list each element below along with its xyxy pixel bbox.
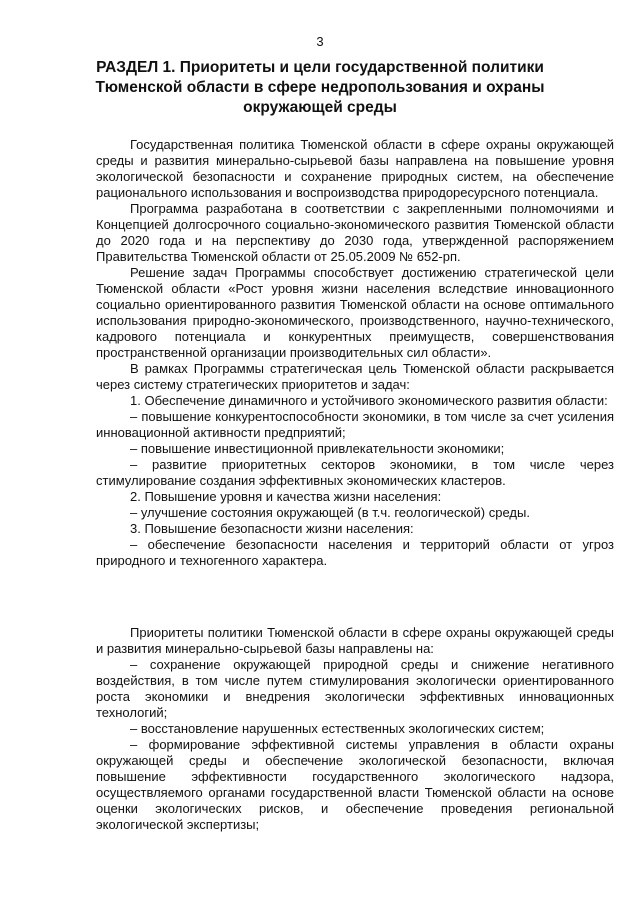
list-heading: 1. Обеспечение динамичного и устойчивого экономического развития области:	[130, 393, 608, 408]
list-heading: 2. Повышение уровня и качества жизни населения:	[130, 489, 442, 504]
paragraph: Программа разработана в соответствии с закрепленными полномочиями и Концепцией долгосрочного социально-экономического развития Тюменской области до 2020 года и на перспективу до 2030 года, утвержденной распоряжением Правительства Тюменской области от 25.05.2009 № 652-рп.	[96, 201, 614, 264]
section-heading	[60, 58, 580, 118]
body-text-block-2	[96, 625, 614, 833]
page-number: 3	[316, 34, 324, 49]
section-heading-line: РАЗДЕЛ 1. Приоритеты и цели государственной политики	[96, 59, 544, 76]
section-heading-line: окружающей среды	[243, 99, 397, 116]
paragraph: В рамках Программы стратегическая цель Тюменской области раскрывается через систему стратегических приоритетов и задач:	[96, 361, 614, 392]
list-item: – повышение конкурентоспособности экономики, в том числе за счет усиления инновационной активности предприятий;	[96, 409, 614, 440]
paragraph: Решение задач Программы способствует достижению стратегической цели Тюменской области «Рост уровня жизни населения вследствие инновационного социально ориентированного развития Тюменской области на основе оптимального использования природно-экономического, производственного, научно-технического, кадрового потенциала и конкурентных преимуществ, совершенствования пространственной организации производительных сил области».	[96, 265, 614, 360]
body-text-block-1	[96, 137, 614, 569]
list-item: – повышение инвестиционной привлекательности экономики;	[130, 441, 505, 456]
list-item: – сохранение окружающей природной среды и снижение негативного воздействия, в том числе путем стимулирования экологически ориентированного роста экономики и внедрения экологически эффективных инновационных технологий;	[96, 657, 614, 720]
list-heading: 3. Повышение безопасности жизни населения:	[130, 521, 414, 536]
paragraph: Приоритеты политики Тюменской области в сфере охраны окружающей среды и развития минерально-сырьевой базы направлены на:	[96, 625, 614, 656]
list-item: – восстановление нарушенных естественных экологических систем;	[130, 721, 545, 736]
list-item: – улучшение состояния окружающей (в т.ч. геологической) среды.	[130, 505, 530, 520]
list-item: – развитие приоритетных секторов экономики, в том числе через стимулирование создания эффективных экономических кластеров.	[96, 457, 614, 488]
list-item: – формирование эффективной системы управления в области охраны окружающей среды и обеспечение экологической безопасности, включая повышение эффективности государственного экологического надзора, осуществляемого органами государственной власти Тюменской области на основе оценки экологических рисков, и обеспечение проведения региональной экологической экспертизы;	[96, 737, 614, 832]
section-heading-line: Тюменской области в сфере недропользования и охраны	[95, 79, 545, 96]
paragraph: Государственная политика Тюменской области в сфере охраны окружающей среды и развития минерально-сырьевой базы направлена на повышение уровня экологической безопасности и сохранение природных систем, на обеспечение рационального использования и воспроизводства природоресурсного потенциала.	[96, 137, 614, 200]
list-item: – обеспечение безопасности населения и территорий области от угроз природного и техногенного характера.	[96, 537, 614, 568]
